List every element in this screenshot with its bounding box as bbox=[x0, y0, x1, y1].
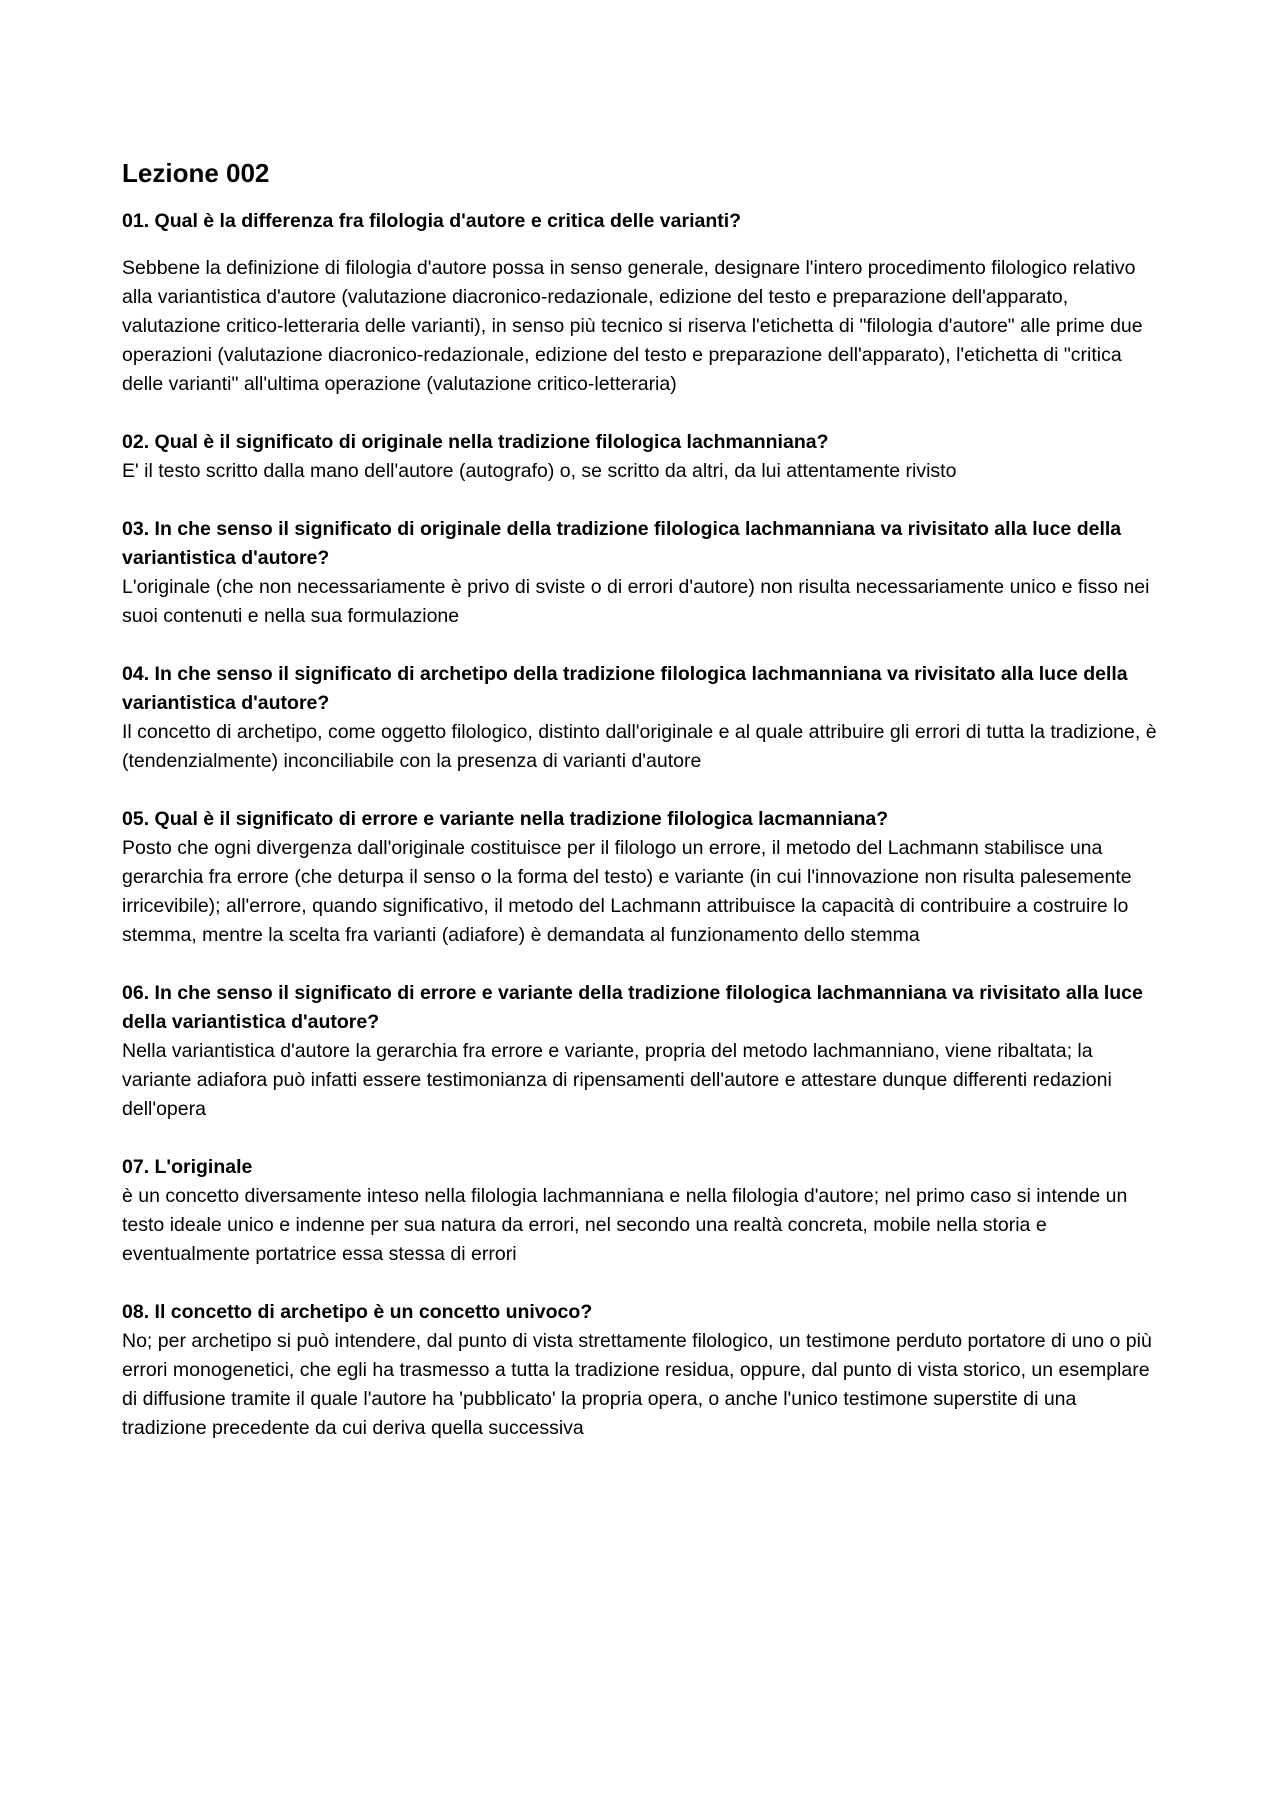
qa-item-03 bbox=[122, 515, 1162, 631]
question: 03. In che senso il significato di originale della tradizione filologica lachmanniana va rivisitato alla luce della variantistica d'autore? bbox=[122, 518, 1122, 569]
answer: Il concetto di archetipo, come oggetto filologico, distinto dall'originale e al quale attribuire gli errori di tutta la tradizione, è (tendenzialmente) inconciliabile con la presenza di varianti d'autore bbox=[122, 721, 1157, 772]
answer: è un concetto diversamente inteso nella filologia lachmanniana e nella filologia d'autore; nel primo caso si intende un testo ideale unico e indenne per sua natura da errori, nel secondo una realtà concreta, mobile nella storia e eventualmente portatrice essa stessa di errori bbox=[122, 1185, 1128, 1265]
qa-item-07 bbox=[122, 1153, 1162, 1269]
answer: E' il testo scritto dalla mano dell'autore (autografo) o, se scritto da altri, da lui attentamente rivisto bbox=[122, 460, 957, 482]
question: 05. Qual è il significato di errore e variante nella tradizione filologica lacmanniana? bbox=[122, 808, 889, 830]
question: 08. Il concetto di archetipo è un concetto univoco? bbox=[122, 1301, 593, 1323]
qa-item-01 bbox=[122, 207, 1162, 399]
lesson-title: Lezione 002 bbox=[122, 158, 270, 188]
answer: Sebbene la definizione di filologia d'autore possa in senso generale, designare l'intero procedimento filologico relativo alla variantistica d'autore (valutazione diacronico-redazionale, edizione del testo e preparazione dell'apparato, valutazione critico-letteraria delle varianti), in senso più tecnico si riserva l'etichetta di "filologia d'autore" alle prime due operazioni (valutazione diacronico-redazionale, edizione del testo e preparazione dell'apparato), l'etichetta di "critica delle varianti" all'ultima operazione (valutazione critico-letteraria) bbox=[122, 257, 1143, 395]
qa-item-08 bbox=[122, 1298, 1162, 1443]
question: 02. Qual è il significato di originale nella tradizione filologica lachmanniana? bbox=[122, 431, 829, 453]
question: 01. Qual è la differenza fra filologia d'autore e critica delle varianti? bbox=[122, 210, 742, 232]
question: 04. In che senso il significato di archetipo della tradizione filologica lachmanniana va rivisitato alla luce della variantistica d'autore? bbox=[122, 663, 1128, 714]
document-page bbox=[122, 155, 1162, 1472]
qa-item-02 bbox=[122, 428, 1162, 486]
answer: L'originale (che non necessariamente è privo di sviste o di errori d'autore) non risulta necessariamente unico e fisso nei suoi contenuti e nella sua formulazione bbox=[122, 576, 1150, 627]
qa-item-05 bbox=[122, 805, 1162, 950]
answer: No; per archetipo si può intendere, dal punto di vista strettamente filologico, un testimone perduto portatore di uno o più errori monogenetici, che egli ha trasmesso a tutta la tradizione residua, oppure, dal punto di vista storico, un esemplare di diffusione tramite il quale l'autore ha 'pubblicato' la propria opera, o anche l'unico testimone superstite di una tradizione precedente da cui deriva quella successiva bbox=[122, 1330, 1152, 1439]
qa-item-04 bbox=[122, 660, 1162, 776]
answer: Posto che ogni divergenza dall'originale costituisce per il filologo un errore, il metodo del Lachmann stabilisce una gerarchia fra errore (che deturpa il senso o la forma del testo) e variante (in cui l'innovazione non risulta palesemente irricevibile); all'errore, quando significativo, il metodo del Lachmann attribuisce la capacità di contribuire a costruire lo stemma, mentre la scelta fra varianti (adiafore) è demandata al funzionamento dello stemma bbox=[122, 837, 1132, 946]
question: 07. L'originale bbox=[122, 1156, 253, 1178]
question: 06. In che senso il significato di errore e variante della tradizione filologica lachmanniana va rivisitato alla luce della variantistica d'autore? bbox=[122, 982, 1143, 1033]
qa-item-06 bbox=[122, 979, 1162, 1124]
answer: Nella variantistica d'autore la gerarchia fra errore e variante, propria del metodo lachmanniano, viene ribaltata; la variante adiafora può infatti essere testimonianza di ripensamenti dell'autore e attestare dunque differenti redazioni dell'opera bbox=[122, 1040, 1112, 1120]
